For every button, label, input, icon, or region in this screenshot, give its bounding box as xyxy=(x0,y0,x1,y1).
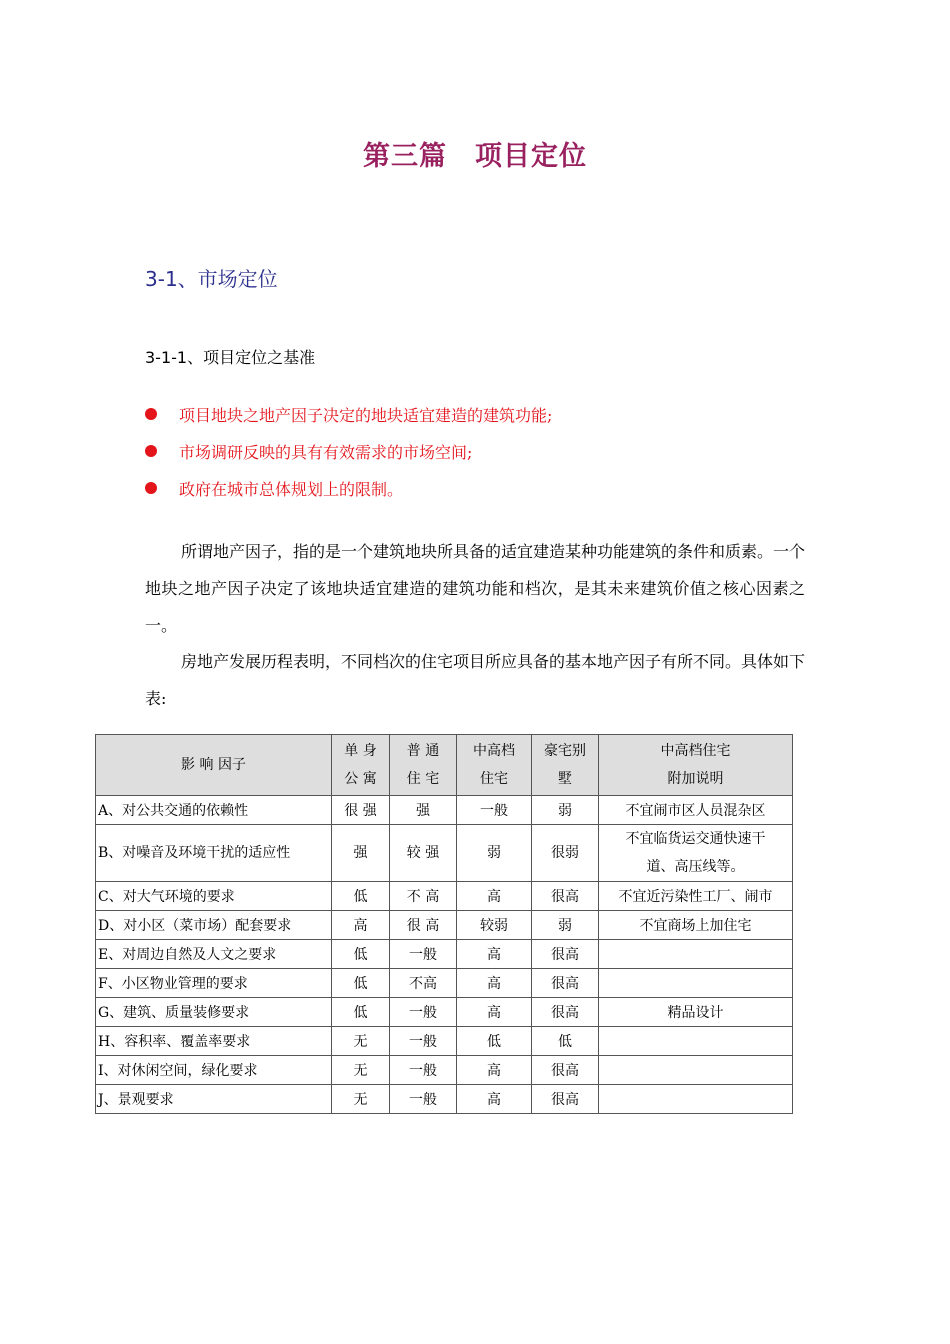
cell-luxury: 很高 xyxy=(532,969,599,998)
cell-normal: 很 高 xyxy=(390,911,457,940)
cell-midhigh: 弱 xyxy=(457,825,532,882)
cell-factor: C、对大气环境的要求 xyxy=(96,882,332,911)
cell-luxury: 低 xyxy=(532,1027,599,1056)
header-midhigh-housing: 中高档 住宅 xyxy=(457,735,532,796)
cell-luxury: 很高 xyxy=(532,998,599,1027)
cell-single: 低 xyxy=(332,998,390,1027)
cell-single: 很 强 xyxy=(332,796,390,825)
cell-note: 精品设计 xyxy=(599,998,793,1027)
cell-factor: D、对小区（菜市场）配套要求 xyxy=(96,911,332,940)
property-factor-table xyxy=(95,734,793,1114)
cell-luxury: 很高 xyxy=(532,882,599,911)
cell-single: 高 xyxy=(332,911,390,940)
cell-factor: A、对公共交通的依赖性 xyxy=(96,796,332,825)
cell-single: 无 xyxy=(332,1056,390,1085)
cell-luxury: 很高 xyxy=(532,1056,599,1085)
cell-note xyxy=(599,1027,793,1056)
cell-note xyxy=(599,969,793,998)
cell-luxury: 很高 xyxy=(532,1085,599,1114)
cell-single: 低 xyxy=(332,940,390,969)
bullet-text: 政府在城市总体规划上的限制。 xyxy=(179,480,404,499)
cell-normal: 一般 xyxy=(390,1056,457,1085)
bullet-item xyxy=(145,477,552,514)
table-row xyxy=(96,940,793,969)
cell-normal: 强 xyxy=(390,796,457,825)
header-normal-housing: 普 通 住 宅 xyxy=(390,735,457,796)
table-row xyxy=(96,825,793,882)
cell-note xyxy=(599,1056,793,1085)
cell-normal: 较 强 xyxy=(390,825,457,882)
cell-normal: 一般 xyxy=(390,998,457,1027)
sub-title: 3-1-1、项目定位之基准 xyxy=(145,348,316,367)
table-row xyxy=(96,998,793,1027)
cell-normal: 一般 xyxy=(390,940,457,969)
header-single-apartment: 单 身 公 寓 xyxy=(332,735,390,796)
cell-single: 无 xyxy=(332,1027,390,1056)
table-row xyxy=(96,1027,793,1056)
cell-factor: G、建筑、质量装修要求 xyxy=(96,998,332,1027)
cell-midhigh: 高 xyxy=(457,882,532,911)
cell-factor: E、对周边自然及人文之要求 xyxy=(96,940,332,969)
bullet-dot-icon xyxy=(145,408,157,420)
bullet-text: 市场调研反映的具有有效需求的市场空间; xyxy=(179,443,473,462)
header-factor: 影 响 因子 xyxy=(96,735,332,796)
table-row xyxy=(96,1085,793,1114)
cell-luxury: 很弱 xyxy=(532,825,599,882)
cell-midhigh: 低 xyxy=(457,1027,532,1056)
cell-midhigh: 高 xyxy=(457,1085,532,1114)
table-row xyxy=(96,969,793,998)
table-row xyxy=(96,796,793,825)
cell-note: 不宜近污染性工厂、闹市 xyxy=(599,882,793,911)
cell-factor: F、小区物业管理的要求 xyxy=(96,969,332,998)
cell-normal: 一般 xyxy=(390,1027,457,1056)
paragraph-table-intro: 房地产发展历程表明，不同档次的住宅项目所应具备的基本地产因子有所不同。具体如下表: xyxy=(145,652,806,708)
header-note: 中高档住宅 附加说明 xyxy=(599,735,793,796)
cell-factor: J、景观要求 xyxy=(96,1085,332,1114)
cell-note: 不宜临货运交通快速干 道、高压线等。 xyxy=(599,825,793,882)
bullet-dot-icon xyxy=(145,445,157,457)
cell-midhigh: 高 xyxy=(457,969,532,998)
bullet-item xyxy=(145,440,552,477)
table-row xyxy=(96,882,793,911)
cell-luxury: 弱 xyxy=(532,911,599,940)
cell-normal: 不 高 xyxy=(390,882,457,911)
table-row xyxy=(96,911,793,940)
page-title: 第三篇 项目定位 xyxy=(363,141,587,172)
bullet-list xyxy=(145,403,552,514)
table-row xyxy=(96,1056,793,1085)
section-title: 3-1、市场定位 xyxy=(145,267,278,291)
cell-normal: 一般 xyxy=(390,1085,457,1114)
bullet-item xyxy=(145,403,552,440)
cell-single: 低 xyxy=(332,969,390,998)
cell-note xyxy=(599,940,793,969)
cell-luxury: 弱 xyxy=(532,796,599,825)
paragraph-property-factors: 所谓地产因子，指的是一个建筑地块所具备的适宜建造某种功能建筑的条件和质素。一个地块之地产因子决定了该地块适宜建造的建筑功能和档次，是其未来建筑价值之核心因素之一。 xyxy=(145,542,806,635)
cell-midhigh: 一般 xyxy=(457,796,532,825)
cell-single: 强 xyxy=(332,825,390,882)
cell-note: 不宜闹市区人员混杂区 xyxy=(599,796,793,825)
cell-midhigh: 高 xyxy=(457,940,532,969)
cell-factor: I、对休闲空间，绿化要求 xyxy=(96,1056,332,1085)
cell-note: 不宜商场上加住宅 xyxy=(599,911,793,940)
cell-note xyxy=(599,1085,793,1114)
table-header-row xyxy=(96,735,793,796)
cell-luxury: 很高 xyxy=(532,940,599,969)
header-luxury-villa: 豪宅别 墅 xyxy=(532,735,599,796)
cell-midhigh: 高 xyxy=(457,1056,532,1085)
cell-factor: B、对噪音及环境干扰的适应性 xyxy=(96,825,332,882)
cell-single: 无 xyxy=(332,1085,390,1114)
bullet-dot-icon xyxy=(145,482,157,494)
cell-midhigh: 较弱 xyxy=(457,911,532,940)
cell-single: 低 xyxy=(332,882,390,911)
cell-normal: 不高 xyxy=(390,969,457,998)
bullet-text: 项目地块之地产因子决定的地块适宜建造的建筑功能; xyxy=(179,406,553,425)
cell-midhigh: 高 xyxy=(457,998,532,1027)
cell-factor: H、容积率、覆盖率要求 xyxy=(96,1027,332,1056)
